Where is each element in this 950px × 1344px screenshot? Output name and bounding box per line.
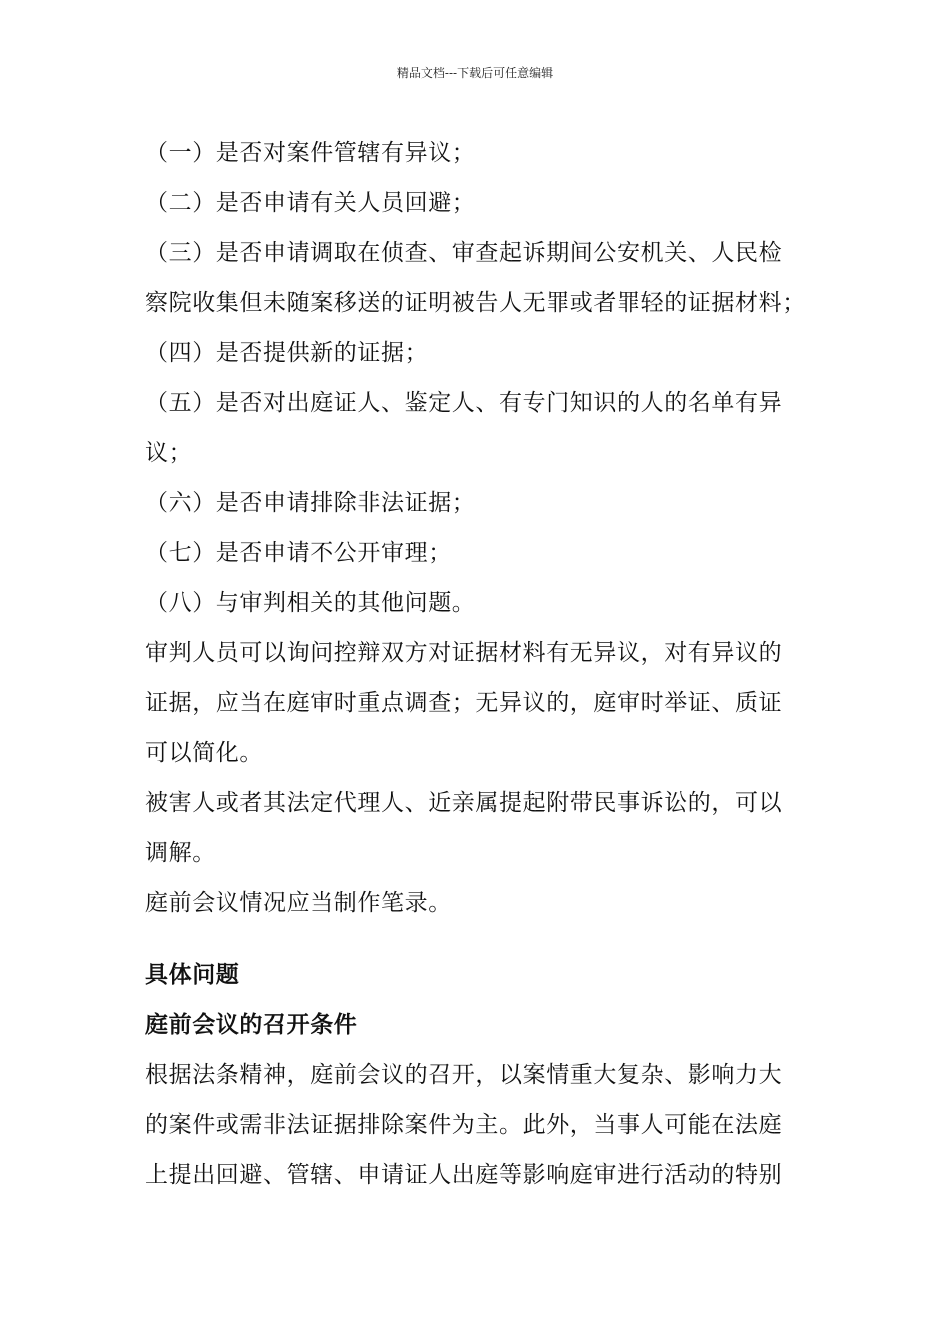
paragraph-line: （三）是否申请调取在侦查、审查起诉期间公安机关、人民检 xyxy=(145,240,783,266)
paragraph-line: 上提出回避、管辖、申请证人出庭等影响庭审进行活动的特别 xyxy=(145,1162,783,1188)
section-spacer xyxy=(145,928,805,950)
paragraph-line: 议； xyxy=(145,440,193,466)
paragraph-line: 庭前会议情况应当制作笔录。 xyxy=(145,890,452,916)
paragraph-line: （四）是否提供新的证据； xyxy=(145,340,429,366)
document-body xyxy=(145,128,805,1200)
paragraph-line: 调解。 xyxy=(145,840,216,866)
paragraph-line: 可以简化。 xyxy=(145,740,263,766)
section-heading: 具体问题 xyxy=(145,961,240,988)
paragraph-line: （七）是否申请不公开审理； xyxy=(145,540,452,566)
paragraph-line: 的案件或需非法证据排除案件为主。此外，当事人可能在法庭 xyxy=(145,1112,783,1138)
paragraph-line: 审判人员可以询问控辩双方对证据材料有无异议，对有异议的 xyxy=(145,640,783,666)
paragraph-line: （二）是否申请有关人员回避； xyxy=(145,190,476,216)
subsection-heading: 庭前会议的召开条件 xyxy=(145,1011,358,1038)
page-header: 精品文档---下载后可任意编辑 xyxy=(396,66,554,80)
paragraph-line: 证据，应当在庭审时重点调查；无异议的，庭审时举证、质证 xyxy=(145,690,783,716)
paragraph-line: 根据法条精神，庭前会议的召开，以案情重大复杂、影响力大 xyxy=(145,1062,783,1088)
paragraph-line: （六）是否申请排除非法证据； xyxy=(145,490,476,516)
paragraph-line: （八）与审判相关的其他问题。 xyxy=(145,590,476,616)
paragraph-line: （五）是否对出庭证人、鉴定人、有专门知识的人的名单有异 xyxy=(145,390,783,416)
paragraph-line: 被害人或者其法定代理人、近亲属提起附带民事诉讼的，可以 xyxy=(145,790,783,816)
paragraph-line: （一）是否对案件管辖有异议； xyxy=(145,140,476,166)
paragraph-line: 察院收集但未随案移送的证明被告人无罪或者罪轻的证据材料； xyxy=(145,290,806,316)
